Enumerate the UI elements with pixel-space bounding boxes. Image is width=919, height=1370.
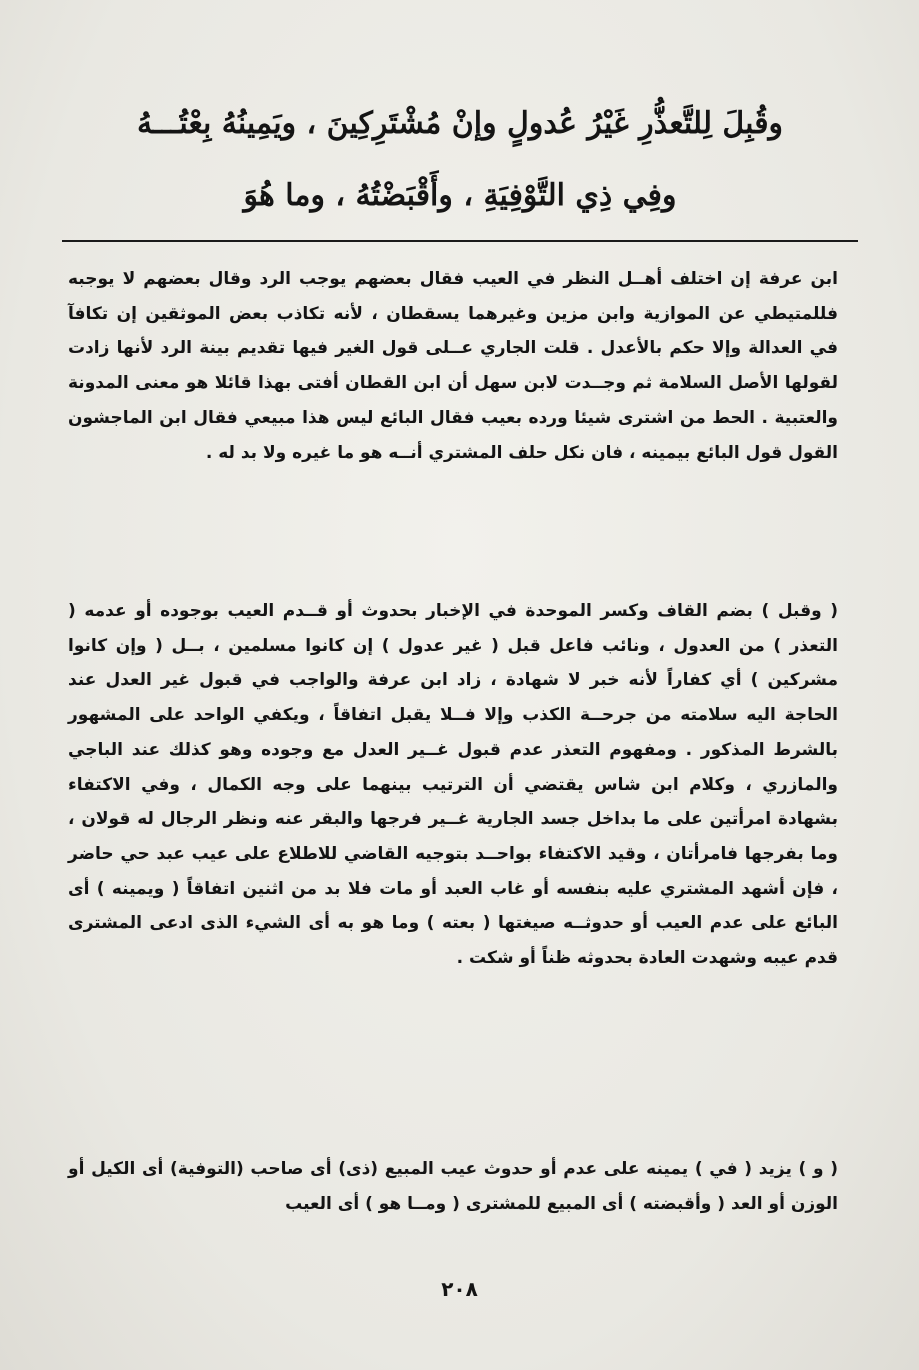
separator-rule	[62, 240, 858, 242]
matn-line-1: وقُبِلَ لِلتَّعذُّرِ غَيْرُ عُدولٍ وإنْ مُشْتَرِكِينَ ، ويَمِينُهُ بِعْتُـــهُ	[136, 106, 784, 141]
matn-verse	[60, 88, 860, 232]
matn-line-2: وفِي ذِي التَّوْفِيَةِ ، وأَقْبَضْتُهُ ، وما هُوَ	[243, 178, 677, 213]
commentary-paragraph-3: ( و ) يزيد ( في ) يمينه على عدم أو حدوث عيب المبيع (ذى) أى صاحب (التوفية) أى الكيل أو الوزن أو العد ( وأقبضته ) أى المبيع للمشترى ( ومــا هو ) أى العيب	[68, 1159, 838, 1214]
commentary-paragraph-1: ابن عرفة إن اختلف أهــل النظر في العيب فقال بعضهم يوجب الرد وقال بعضهم لا يوجبه فللمتيطي عن الموازية وابن مزين وغيرهما يسقطان ، لأنه تكاذب بعض الموثقين إن تكافآ في العدالة وإلا حكم بالأعدل . قلت الجاري عــلى قول الغير فيها تقديم بينة الرد لأنها زادت لقولها الأصل السلامة ثم وجــدت لابن سهل أن ابن القطان أفتى بهذا قائلا هو معنى المدونة والعتبية . الحط من اشترى شيئا ورده بعيب فقال البائع ليس هذا مبيعي فقال ابن الماجشون القول قول البائع بيمينه ، فان نكل حلف المشتري أنــه هو ما غيره ولا بد له .	[68, 269, 838, 463]
commentary-paragraph-2: ( وقبل ) بضم القاف وكسر الموحدة في الإخبار بحدوث أو قــدم العيب بوجوده أو عدمه ( التعذر ) من العدول ، ونائب فاعل قبل ( غير عدول ) إن كانوا مسلمين ، بــل ( وإن كانوا مشركين ) أي كفاراً لأنه خبر لا شهادة ، زاد ابن عرفة والواجب في قبول غير العدل عند الحاجة اليه سلامته من جرحــة الكذب وإلا فــلا يقبل اتفاقاً ، ويكفي الواحد على المشهور بالشرط المذكور . ومفهوم التعذر عدم قبول غــير العدل مع وجوده وهو كذلك عند الباجي والمازري ، وكلام ابن شاس يقتضي أن الترتيب بينهما على وجه الكمال ، وفي الاكتفاء بشهادة امرأتين على ما بداخل جسد الجارية غــير فرجها والبقر عنه ونظر الرجال له قولان ، وما بفرجها فامرأتان ، وقيد الاكتفاء بواحــد بتوجيه القاضي للاطلاع على عيب عبد حي حاضر ، فإن أشهد المشتري عليه بنفسه أو غاب العبد أو مات فلا بد من اثنين اتفاقاً ( ويمينه ) أى البائع على عدم العيب أو حدوثــه صيغتها ( بعته ) وما هو به أى الشيء الذى ادعى المشترى قدم عيبه وشهدت العادة بحدوثه ظناً أو شكت .	[68, 601, 838, 969]
page-number: ٢٠٨	[441, 1277, 478, 1301]
